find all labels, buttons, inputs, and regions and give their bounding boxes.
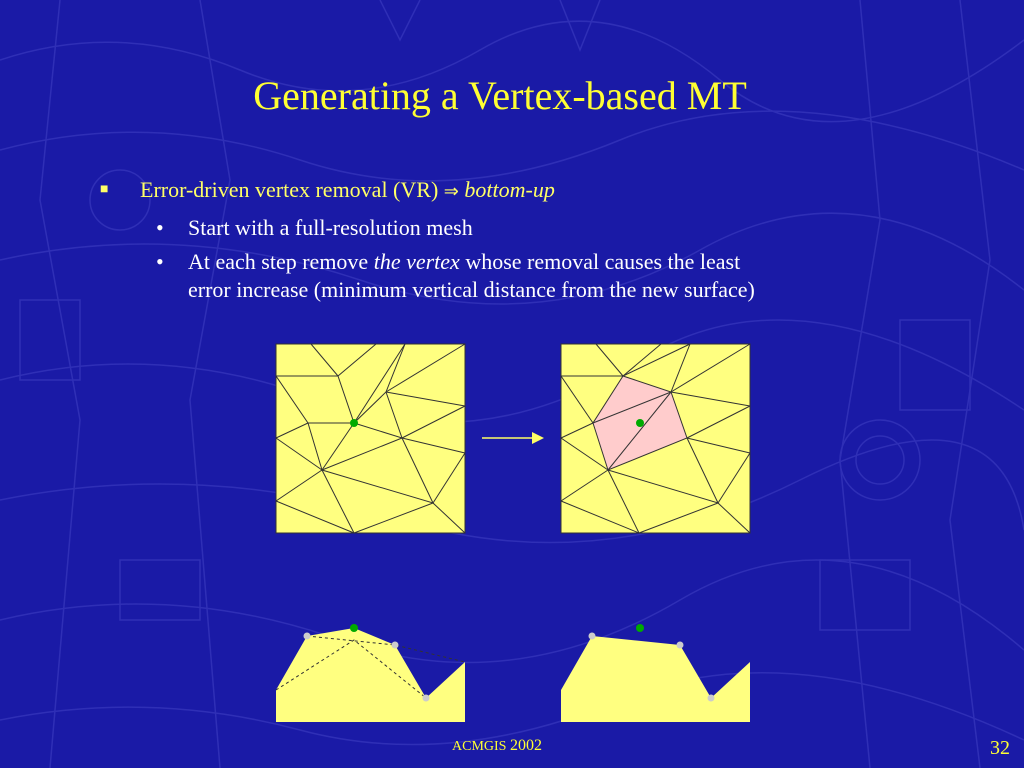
sub-bullet-2-emphasis: the vertex [373,249,460,274]
implies-arrow: ⇒ [443,181,459,202]
removed-vertex [350,419,358,427]
profile-after [561,624,750,722]
main-bullet-emphasis: bottom-up [464,177,555,202]
sub-bullet-2-after: whose removal causes the least [465,249,741,274]
sub-bullet-1-text: Start with a full-resolution mesh [188,215,473,240]
footer-org: ACMGIS [452,739,507,754]
sub-bullet-2-before: At each step remove [188,249,369,274]
main-bullet-text: Error-driven vertex removal (VR) [140,177,439,202]
slide-title: Generating a Vertex-based MT [253,73,747,118]
mesh-before [276,344,465,533]
mesh-after [561,344,750,533]
dot-bullet-icon: • [156,249,164,274]
dot-bullet-icon: • [156,215,164,240]
footer-year: 2002 [509,737,542,754]
profile-before [276,624,465,722]
footer [452,736,542,757]
sub-bullet-2-line2: error increase (minimum vertical distance from the new surface) [188,277,755,302]
page-number: 32 [990,737,1010,759]
removed-vertex-marker [636,419,644,427]
transform-arrow-icon [482,432,544,444]
square-bullet-icon: ■ [100,182,109,197]
